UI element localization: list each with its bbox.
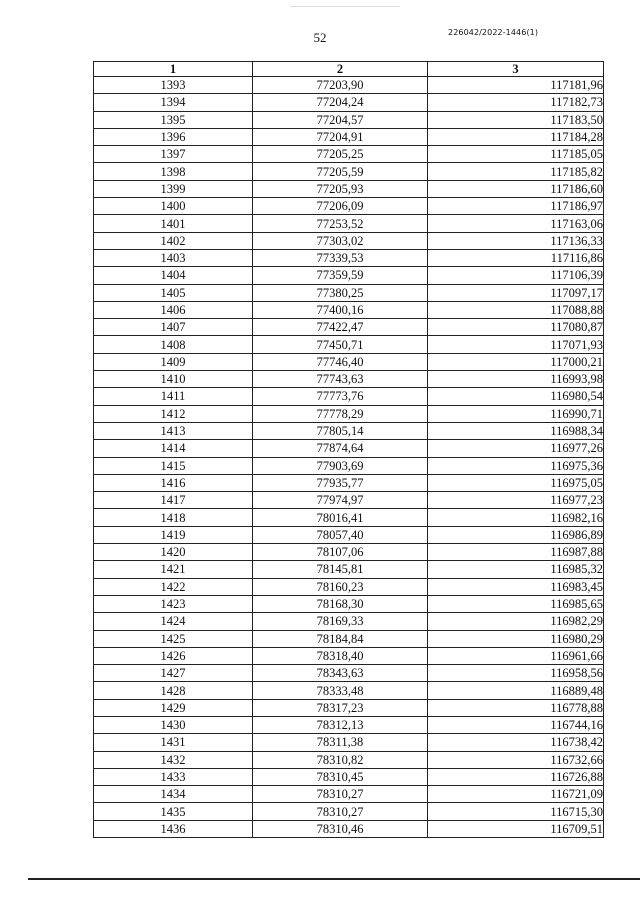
table-row	[94, 301, 604, 318]
point-number-cell: 1412	[94, 405, 253, 422]
x-coordinate-cell: 77204,57	[253, 111, 428, 128]
point-number-cell: 1398	[94, 163, 253, 180]
x-coordinate-cell: 77422,47	[253, 319, 428, 336]
y-coordinate-cell: 116975,05	[428, 474, 604, 491]
table-row	[94, 353, 604, 370]
y-coordinate-cell: 116987,88	[428, 544, 604, 561]
table-row	[94, 699, 604, 716]
table-row	[94, 371, 604, 388]
y-coordinate-cell: 116993,98	[428, 371, 604, 388]
y-coordinate-cell: 117185,05	[428, 146, 604, 163]
point-number-cell: 1395	[94, 111, 253, 128]
x-coordinate-cell: 78333,48	[253, 682, 428, 699]
point-number-cell: 1428	[94, 682, 253, 699]
x-coordinate-cell: 77903,69	[253, 457, 428, 474]
x-coordinate-cell: 78310,82	[253, 751, 428, 768]
y-coordinate-cell: 116709,51	[428, 820, 604, 837]
table-row	[94, 595, 604, 612]
point-number-cell: 1427	[94, 665, 253, 682]
table-row	[94, 820, 604, 837]
table-row	[94, 751, 604, 768]
x-coordinate-cell: 78310,27	[253, 803, 428, 820]
table-row	[94, 267, 604, 284]
y-coordinate-cell: 116977,23	[428, 492, 604, 509]
x-coordinate-cell: 77935,77	[253, 474, 428, 491]
x-coordinate-cell: 77974,97	[253, 492, 428, 509]
point-number-cell: 1403	[94, 249, 253, 266]
table-row	[94, 474, 604, 491]
point-number-cell: 1424	[94, 613, 253, 630]
table-row	[94, 388, 604, 405]
point-number-cell: 1414	[94, 440, 253, 457]
y-coordinate-cell: 117183,50	[428, 111, 604, 128]
y-coordinate-cell: 116721,09	[428, 786, 604, 803]
table-row	[94, 786, 604, 803]
x-coordinate-cell: 77203,90	[253, 77, 428, 94]
table-row	[94, 492, 604, 509]
table-row	[94, 457, 604, 474]
column-header-2: 2	[253, 62, 428, 77]
x-coordinate-cell: 78160,23	[253, 578, 428, 595]
x-coordinate-cell: 77380,25	[253, 284, 428, 301]
point-number-cell: 1430	[94, 716, 253, 733]
y-coordinate-cell: 116985,32	[428, 561, 604, 578]
point-number-cell: 1396	[94, 128, 253, 145]
point-number-cell: 1410	[94, 371, 253, 388]
x-coordinate-cell: 77805,14	[253, 422, 428, 439]
table-row	[94, 734, 604, 751]
x-coordinate-cell: 77205,93	[253, 180, 428, 197]
table-row	[94, 803, 604, 820]
point-number-cell: 1400	[94, 198, 253, 215]
table-row	[94, 578, 604, 595]
x-coordinate-cell: 78057,40	[253, 526, 428, 543]
y-coordinate-cell: 116958,56	[428, 665, 604, 682]
x-coordinate-cell: 78168,30	[253, 595, 428, 612]
table-row	[94, 180, 604, 197]
point-number-cell: 1433	[94, 768, 253, 785]
y-coordinate-cell: 117163,06	[428, 215, 604, 232]
table-row	[94, 163, 604, 180]
x-coordinate-cell: 78310,45	[253, 768, 428, 785]
point-number-cell: 1419	[94, 526, 253, 543]
x-coordinate-cell: 78311,38	[253, 734, 428, 751]
point-number-cell: 1406	[94, 301, 253, 318]
y-coordinate-cell: 116732,66	[428, 751, 604, 768]
table-row	[94, 405, 604, 422]
table-row	[94, 440, 604, 457]
point-number-cell: 1399	[94, 180, 253, 197]
table-row	[94, 146, 604, 163]
y-coordinate-cell: 116961,66	[428, 647, 604, 664]
table-row	[94, 422, 604, 439]
x-coordinate-cell: 77204,24	[253, 94, 428, 111]
x-coordinate-cell: 77205,59	[253, 163, 428, 180]
x-coordinate-cell: 77204,91	[253, 128, 428, 145]
y-coordinate-cell: 116726,88	[428, 768, 604, 785]
y-coordinate-cell: 116744,16	[428, 716, 604, 733]
x-coordinate-cell: 78145,81	[253, 561, 428, 578]
table-row	[94, 613, 604, 630]
table-row	[94, 509, 604, 526]
table-row	[94, 682, 604, 699]
y-coordinate-cell: 116990,71	[428, 405, 604, 422]
y-coordinate-cell: 116975,36	[428, 457, 604, 474]
point-number-cell: 1402	[94, 232, 253, 249]
y-coordinate-cell: 116985,65	[428, 595, 604, 612]
x-coordinate-cell: 78016,41	[253, 509, 428, 526]
point-number-cell: 1394	[94, 94, 253, 111]
y-coordinate-cell: 117186,97	[428, 198, 604, 215]
point-number-cell: 1393	[94, 77, 253, 94]
x-coordinate-cell: 77773,76	[253, 388, 428, 405]
x-coordinate-cell: 77303,02	[253, 232, 428, 249]
point-number-cell: 1418	[94, 509, 253, 526]
point-number-cell: 1425	[94, 630, 253, 647]
document-reference: 226042/2022-1446(1)	[448, 28, 539, 37]
table-row	[94, 94, 604, 111]
y-coordinate-cell: 117000,21	[428, 353, 604, 370]
x-coordinate-cell: 77874,64	[253, 440, 428, 457]
point-number-cell: 1397	[94, 146, 253, 163]
y-coordinate-cell: 116986,89	[428, 526, 604, 543]
point-number-cell: 1404	[94, 267, 253, 284]
y-coordinate-cell: 116977,26	[428, 440, 604, 457]
y-coordinate-cell: 117184,28	[428, 128, 604, 145]
table-row	[94, 77, 604, 94]
point-number-cell: 1429	[94, 699, 253, 716]
point-number-cell: 1413	[94, 422, 253, 439]
x-coordinate-cell: 78318,40	[253, 647, 428, 664]
x-coordinate-cell: 77205,25	[253, 146, 428, 163]
table-row	[94, 647, 604, 664]
x-coordinate-cell: 77253,52	[253, 215, 428, 232]
x-coordinate-cell: 78310,27	[253, 786, 428, 803]
table-row	[94, 630, 604, 647]
column-header-3: 3	[428, 62, 604, 77]
y-coordinate-cell: 116889,48	[428, 682, 604, 699]
point-number-cell: 1432	[94, 751, 253, 768]
y-coordinate-cell: 117097,17	[428, 284, 604, 301]
x-coordinate-cell: 78317,23	[253, 699, 428, 716]
point-number-cell: 1417	[94, 492, 253, 509]
x-coordinate-cell: 78107,06	[253, 544, 428, 561]
y-coordinate-cell: 117186,60	[428, 180, 604, 197]
x-coordinate-cell: 78343,63	[253, 665, 428, 682]
y-coordinate-cell: 117106,39	[428, 267, 604, 284]
y-coordinate-cell: 116982,29	[428, 613, 604, 630]
x-coordinate-cell: 77206,09	[253, 198, 428, 215]
table-row	[94, 319, 604, 336]
y-coordinate-cell: 117116,86	[428, 249, 604, 266]
table-row	[94, 561, 604, 578]
x-coordinate-cell: 77743,63	[253, 371, 428, 388]
point-number-cell: 1401	[94, 215, 253, 232]
point-number-cell: 1435	[94, 803, 253, 820]
bottom-rule	[28, 878, 640, 880]
table-header-row	[94, 62, 604, 77]
table-row	[94, 232, 604, 249]
y-coordinate-cell: 116980,29	[428, 630, 604, 647]
y-coordinate-cell: 117185,82	[428, 163, 604, 180]
point-number-cell: 1421	[94, 561, 253, 578]
table-row	[94, 768, 604, 785]
point-number-cell: 1434	[94, 786, 253, 803]
point-number-cell: 1431	[94, 734, 253, 751]
y-coordinate-cell: 116738,42	[428, 734, 604, 751]
table-row	[94, 716, 604, 733]
y-coordinate-cell: 117182,73	[428, 94, 604, 111]
y-coordinate-cell: 116980,54	[428, 388, 604, 405]
y-coordinate-cell: 117080,87	[428, 319, 604, 336]
table-row	[94, 128, 604, 145]
column-header-1: 1	[94, 62, 253, 77]
table-row	[94, 665, 604, 682]
x-coordinate-cell: 77746,40	[253, 353, 428, 370]
x-coordinate-cell: 78169,33	[253, 613, 428, 630]
top-scan-rule	[290, 6, 400, 7]
coordinates-table	[93, 61, 604, 838]
point-number-cell: 1423	[94, 595, 253, 612]
table-row	[94, 284, 604, 301]
x-coordinate-cell: 77778,29	[253, 405, 428, 422]
table-row	[94, 526, 604, 543]
x-coordinate-cell: 78312,13	[253, 716, 428, 733]
x-coordinate-cell: 77400,16	[253, 301, 428, 318]
point-number-cell: 1411	[94, 388, 253, 405]
point-number-cell: 1436	[94, 820, 253, 837]
table-body	[94, 77, 604, 838]
x-coordinate-cell: 78184,84	[253, 630, 428, 647]
table-row	[94, 198, 604, 215]
y-coordinate-cell: 116778,88	[428, 699, 604, 716]
x-coordinate-cell: 77339,53	[253, 249, 428, 266]
table-row	[94, 215, 604, 232]
x-coordinate-cell: 77359,59	[253, 267, 428, 284]
x-coordinate-cell: 78310,46	[253, 820, 428, 837]
point-number-cell: 1405	[94, 284, 253, 301]
point-number-cell: 1409	[94, 353, 253, 370]
point-number-cell: 1408	[94, 336, 253, 353]
point-number-cell: 1415	[94, 457, 253, 474]
table-row	[94, 336, 604, 353]
page-number: 52	[313, 30, 327, 45]
y-coordinate-cell: 117181,96	[428, 77, 604, 94]
y-coordinate-cell: 116715,30	[428, 803, 604, 820]
point-number-cell: 1426	[94, 647, 253, 664]
y-coordinate-cell: 116982,16	[428, 509, 604, 526]
table-row	[94, 544, 604, 561]
y-coordinate-cell: 116988,34	[428, 422, 604, 439]
point-number-cell: 1422	[94, 578, 253, 595]
y-coordinate-cell: 117136,33	[428, 232, 604, 249]
table-row	[94, 249, 604, 266]
x-coordinate-cell: 77450,71	[253, 336, 428, 353]
y-coordinate-cell: 117088,88	[428, 301, 604, 318]
y-coordinate-cell: 116983,45	[428, 578, 604, 595]
y-coordinate-cell: 117071,93	[428, 336, 604, 353]
point-number-cell: 1420	[94, 544, 253, 561]
point-number-cell: 1416	[94, 474, 253, 491]
point-number-cell: 1407	[94, 319, 253, 336]
table-row	[94, 111, 604, 128]
